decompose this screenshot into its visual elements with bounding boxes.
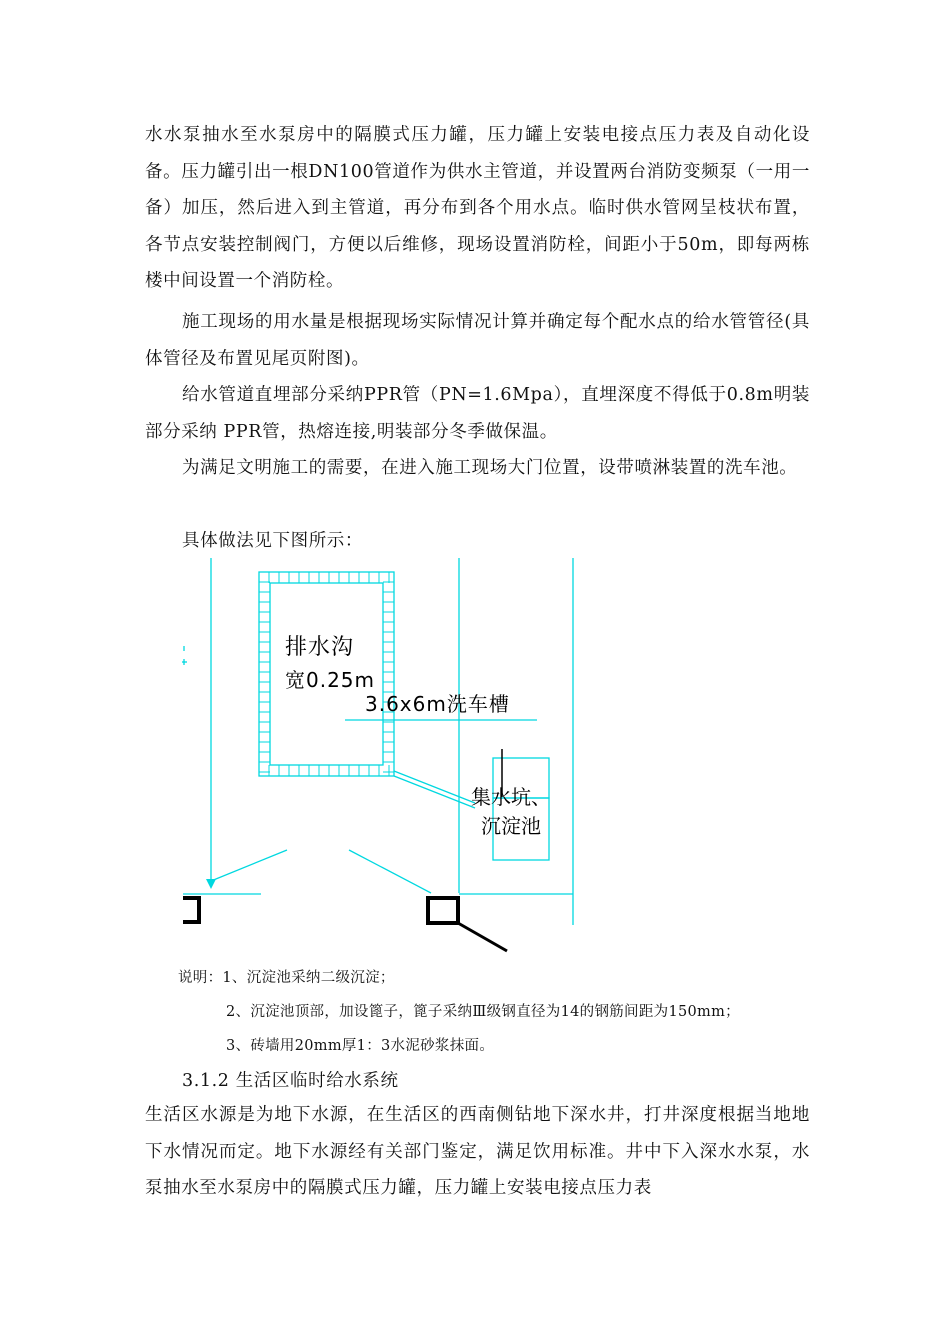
manhole-diagonal [458, 923, 507, 951]
pipe-line-a [394, 771, 475, 803]
section-heading: 3.1.2 生活区临时给水系统 [182, 1071, 399, 1091]
car-wash-diagram [175, 553, 595, 958]
left-wall-bracket [183, 898, 199, 922]
entrance-left-diagonal [211, 850, 287, 881]
paragraph-water-pump: 水水泵抽水至水泵房中的隔膜式压力罐，压力罐上安装电接点压力表及自动化设备。压力罐引出一根DN100管道作为供水主管道，并设置两台消防变频泵（一用一备）加压，然后进入到主管道，再分布到各个用水点。临时供水管网呈枝状布置，各节点安装控制阀门，方便以后维修，现场设置消防栓，间距小于50m，即每两栋楼中间设置一个消防栓。 [145, 125, 810, 291]
pipe-line-b [394, 776, 475, 808]
entrance-right-diagonal [349, 850, 431, 893]
note-line-1: 说明：1、沉淀池采纳二级沉淀； [178, 970, 395, 986]
pit-label-2: 沉淀池 [481, 814, 541, 838]
note-line-2: 2、沉淀池顶部，加设篦子，篦子采纳Ⅲ级钢直径为14的钢筋间距为150mm； [226, 1004, 740, 1020]
note-line-3: 3、砖墙用20mm厚1：3水泥砂浆抹面。 [226, 1038, 495, 1054]
paragraph-water-usage: 施工现场的用水量是根据现场实际情况计算并确定每个配水点的给水管管径(具体管径及布置见尾页附图)。 [145, 312, 810, 369]
trough-label: 3.6x6m洗车槽 [365, 692, 510, 716]
paragraph-car-wash: 为满足文明施工的需要，在进入施工现场大门位置，设带喷淋装置的洗车池。 [182, 458, 798, 478]
drain-label-1: 排水沟 [285, 635, 355, 660]
paragraph-pipe-material: 给水管道直埋部分采纳PPR管（PN=1.6Mpa），直埋深度不得低于0.8m明装部分采纳 PPR管，热熔连接,明装部分冬季做保温。 [145, 385, 810, 442]
arrow-marker [206, 879, 216, 889]
manhole-box [428, 898, 458, 923]
paragraph-see-figure: 具体做法见下图所示： [182, 531, 363, 551]
pit-label-1: 集水坑、 [471, 785, 551, 809]
drain-label-2: 宽0.25m [285, 668, 376, 692]
paragraph-living-area-water: 生活区水源是为地下水源，在生活区的西南侧钻地下深水井，打井深度根据当地地下水情况而定。地下水源经有关部门鉴定，满足饮用标准。井中下入深水水泵，水泵抽水至水泵房中的隔膜式压力罐，压力罐上安装电接点压力表 [145, 1105, 810, 1198]
